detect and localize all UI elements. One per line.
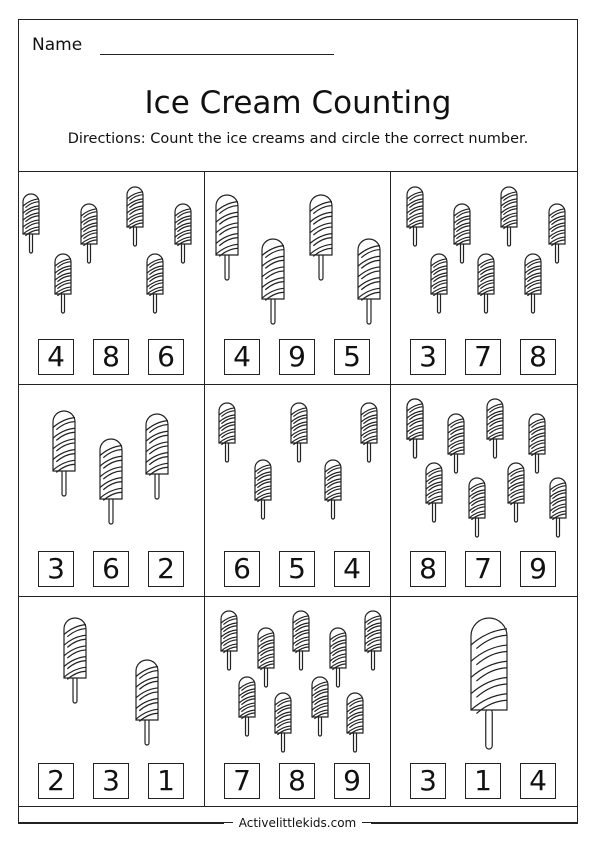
answer-choice-box[interactable]: 4 bbox=[224, 339, 260, 375]
popsicle-icon bbox=[346, 692, 364, 758]
popsicle-icon bbox=[54, 253, 72, 319]
popsicle-icon bbox=[80, 203, 98, 269]
popsicle-icon bbox=[274, 692, 292, 758]
answer-choice-box[interactable]: 3 bbox=[38, 551, 74, 587]
popsicle-icon bbox=[329, 627, 347, 693]
popsicle-icon bbox=[99, 438, 123, 530]
popsicle-icon bbox=[470, 617, 508, 755]
popsicle-icon bbox=[292, 610, 310, 676]
popsicle-icon bbox=[468, 477, 486, 543]
grid-divider bbox=[390, 172, 391, 807]
answer-choice-box[interactable]: 7 bbox=[465, 339, 501, 375]
answer-choice-box[interactable]: 8 bbox=[279, 763, 315, 799]
answer-choice-box[interactable]: 1 bbox=[465, 763, 501, 799]
answer-choice-box[interactable]: 1 bbox=[148, 763, 184, 799]
popsicle-icon bbox=[430, 253, 448, 319]
popsicle-icon bbox=[218, 402, 236, 468]
popsicle-icon bbox=[324, 459, 342, 525]
popsicle-icon bbox=[425, 462, 443, 528]
popsicle-icon bbox=[549, 477, 567, 543]
answer-choice-box[interactable]: 4 bbox=[38, 339, 74, 375]
answer-choice-box[interactable]: 4 bbox=[334, 551, 370, 587]
answer-choice-box[interactable]: 2 bbox=[148, 551, 184, 587]
popsicle-icon bbox=[357, 238, 381, 330]
answer-choices bbox=[204, 551, 390, 587]
popsicle-icon bbox=[447, 413, 465, 479]
footer-site: Activelittlekids.com bbox=[233, 816, 363, 830]
popsicle-icon bbox=[126, 186, 144, 252]
popsicle-icon bbox=[135, 659, 159, 751]
name-write-line[interactable] bbox=[100, 54, 334, 55]
popsicle-icon bbox=[146, 253, 164, 319]
popsicle-icon bbox=[290, 402, 308, 468]
answer-choices bbox=[390, 551, 576, 587]
popsicle-icon bbox=[309, 194, 333, 286]
popsicle-icon bbox=[548, 203, 566, 269]
popsicle-icon bbox=[364, 610, 382, 676]
answer-choice-box[interactable]: 8 bbox=[410, 551, 446, 587]
grid-divider bbox=[18, 384, 578, 385]
popsicle-icon bbox=[311, 676, 329, 742]
answer-choice-box[interactable]: 7 bbox=[224, 763, 260, 799]
popsicle-icon bbox=[257, 627, 275, 693]
answer-choice-box[interactable]: 7 bbox=[465, 551, 501, 587]
name-label: Name bbox=[32, 35, 83, 55]
answer-choices bbox=[18, 763, 204, 799]
answer-choice-box[interactable]: 9 bbox=[279, 339, 315, 375]
answer-choice-box[interactable]: 6 bbox=[93, 551, 129, 587]
answer-choice-box[interactable]: 8 bbox=[93, 339, 129, 375]
popsicle-icon bbox=[406, 186, 424, 252]
worksheet-title: Ice Cream Counting bbox=[144, 85, 452, 121]
answer-choices bbox=[390, 339, 576, 375]
popsicle-icon bbox=[406, 398, 424, 464]
answer-choices bbox=[18, 339, 204, 375]
answer-choice-box[interactable]: 4 bbox=[520, 763, 556, 799]
popsicle-icon bbox=[500, 186, 518, 252]
answer-choice-box[interactable]: 8 bbox=[520, 339, 556, 375]
popsicle-icon bbox=[52, 410, 76, 502]
popsicle-icon bbox=[477, 253, 495, 319]
popsicle-icon bbox=[507, 462, 525, 528]
popsicle-icon bbox=[215, 194, 239, 286]
answer-choice-box[interactable]: 3 bbox=[93, 763, 129, 799]
grid-divider bbox=[204, 172, 205, 807]
footer bbox=[0, 815, 595, 831]
answer-choice-box[interactable]: 3 bbox=[410, 763, 446, 799]
popsicle-icon bbox=[22, 193, 40, 259]
answer-choice-box[interactable]: 6 bbox=[224, 551, 260, 587]
answer-choice-box[interactable]: 5 bbox=[334, 339, 370, 375]
worksheet-header bbox=[18, 19, 578, 172]
answer-choices bbox=[390, 763, 576, 799]
answer-choice-box[interactable]: 9 bbox=[520, 551, 556, 587]
popsicle-icon bbox=[528, 413, 546, 479]
answer-choice-box[interactable]: 5 bbox=[279, 551, 315, 587]
popsicle-icon bbox=[524, 253, 542, 319]
popsicle-icon bbox=[220, 610, 238, 676]
answer-choice-box[interactable]: 6 bbox=[148, 339, 184, 375]
popsicle-icon bbox=[261, 238, 285, 330]
answer-choices bbox=[18, 551, 204, 587]
popsicle-icon bbox=[174, 203, 192, 269]
popsicle-icon bbox=[63, 617, 87, 709]
popsicle-icon bbox=[453, 203, 471, 269]
popsicle-icon bbox=[486, 398, 504, 464]
worksheet-directions: Directions: Count the ice creams and circle the correct number. bbox=[67, 131, 529, 147]
answer-choice-box[interactable]: 2 bbox=[38, 763, 74, 799]
popsicle-icon bbox=[360, 402, 378, 468]
answer-choices bbox=[204, 339, 390, 375]
grid-divider bbox=[18, 596, 578, 597]
answer-choices bbox=[204, 763, 390, 799]
popsicle-icon bbox=[145, 413, 169, 505]
answer-choice-box[interactable]: 3 bbox=[410, 339, 446, 375]
answer-choice-box[interactable]: 9 bbox=[334, 763, 370, 799]
popsicle-icon bbox=[254, 459, 272, 525]
popsicle-icon bbox=[238, 676, 256, 742]
